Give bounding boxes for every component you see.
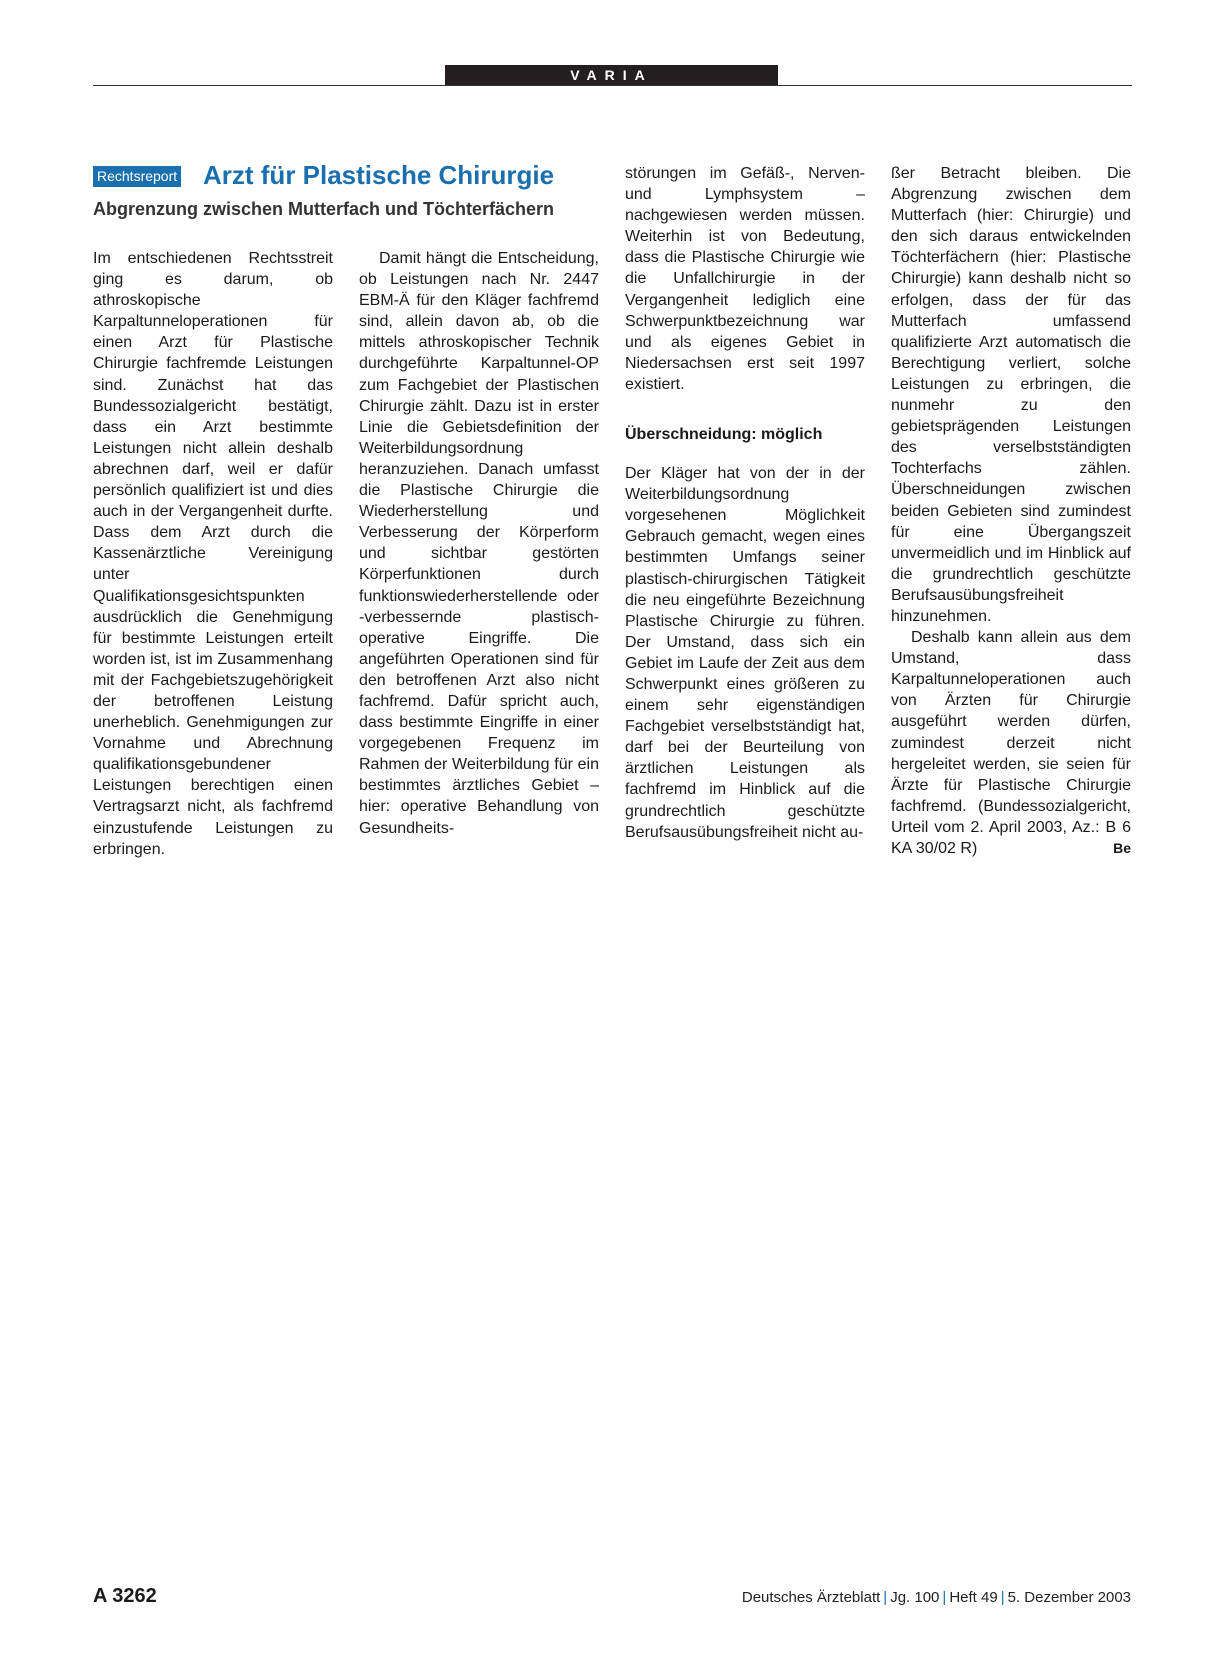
column-4 (891, 163, 1131, 859)
paragraph: störungen im Gefäß-, Nerven- und Lymphsystem – nachgewiesen werden müssen. Weiterhin ist von Bedeutung, dass die Plastische Chirurgie wie die Unfallchirurgie in der Vergangenheit lediglich eine Schwerpunktbezeichnung war und als eigenes Gebiet in Niedersachsen erst seit 1997 existiert. (625, 165, 865, 393)
paragraph: ßer Betracht bleiben. Die Abgrenzung zwischen dem Mutterfach (hier: Chirurgie) und den sich daraus entwickelnden Töchterfächern (hier: Plastische Chirurgie) kann deshalb nicht so erfolgen, dass der für das Mutterfach umfassend qualifizierte Arzt automatisch die Berechtigung verliert, solche Leistungen zu erbringen, die nunmehr zu den gebietsprägenden Leistungen des verselbstständigten Tochterfachs zählen. Überschneidungen zwischen beiden Gebieten sind zumindest für eine Übergangszeit unvermeidlich und im Hinblick auf die grundrechtlich geschützte Berufsausübungsfreiheit hinzunehmen. (891, 165, 1131, 625)
paragraph: Der Kläger hat von der in der Weiterbildungsordnung vorgesehenen Möglichkeit Gebrauch gemacht, wegen eines bestimmten Umfangs seiner plastisch-chirurgischen Tätigkeit die neu eingeführte Bezeichnung Plastische Chirurgie zu führen. Der Umstand, dass sich ein Gebiet im Laufe der Zeit aus dem Schwerpunkt eines größeren zu einem sehr eigenständigen Fachgebiet verselbstständigt hat, darf bei der Beurteilung von ärztlichen Leistungen als fachfremd im Hinblick auf die grundrechtlich geschützte Berufsausübungsfreiheit nicht au- (625, 465, 865, 841)
column-3 (625, 163, 865, 843)
journal-name: Deutsches Ärzteblatt (741, 1589, 881, 1606)
paragraph-with-signature (891, 627, 1131, 859)
header-rule (93, 85, 1132, 86)
paragraph: Im entschiedenen Rechtsstreit ging es darum, ob athroskopische Karpaltunneloperationen für einen Arzt für Plastische Chirurgie fachfremde Leistungen sind. Zunächst hat das Bundessozialgericht bestätigt, dass ein Arzt bestimmte Leistungen nicht allein deshalb abrechnen darf, weil er dafür persönlich qualifiziert ist und dies auch in der Vergangenheit durfte. Dass dem Arzt durch die Kassenärztliche Vereinigung unter Qualifikationsgesichtspunkten ausdrücklich die Genehmigung für bestimmte Leistungen erteilt worden ist, ist im Zusammenhang mit der Fachgebietszugehörigkeit der betroffenen Leistung unerheblich. Genehmigungen zur Vornahme und Abrechnung qualifikationsgebundener Leistungen berechtigen einen Vertragsarzt nicht, als fachfremd einzustufende Leistungen zu erbringen. (93, 250, 333, 858)
article-subtitle: Abgrenzung zwischen Mutterfach und Töchterfächern (93, 199, 555, 219)
footer-separator: | (942, 1589, 947, 1606)
journal-date: 5. Dezember 2003 (1007, 1589, 1131, 1606)
journal-footer (742, 1588, 1131, 1608)
author-signature: Be (1113, 840, 1131, 856)
paragraph-text: Deshalb kann allein aus dem Umstand, dass Karpaltunneloperationen auch von Ärzten für Chirurgie ausgeführt werden dürfen, zumindest derzeit nicht hergeleitet werden, sie seien für Ärzte für Plastische Chirurgie fachfremd. (Bundessozialgericht, Urteil vom 2. April 2003, Az.: B 6 KA 30/02 R) (891, 629, 1131, 857)
page-number: A 3262 (93, 1585, 157, 1607)
category-badge: Rechtsreport (93, 166, 181, 187)
section-heading: Überschneidung: möglich (625, 426, 823, 444)
footer-separator: | (883, 1589, 888, 1606)
footer-separator: | (1000, 1589, 1005, 1606)
article-title: Arzt für Plastische Chirurgie (203, 160, 555, 190)
paragraph: Damit hängt die Entscheidung, ob Leistungen nach Nr. 2447 EBM-Ä für den Kläger fachfremd sind, allein davon ab, ob die mittels athroskopischer Technik durchgeführte Karpaltunnel-OP zum Fachgebiet der Plastischen Chirurgie zählt. Dazu ist in erster Linie die Gebietsdefinition der Weiterbildungsordnung heranzuziehen. Danach umfasst die Plastische Chirurgie die Wiederherstellung und Verbesserung der Körperform und sichtbar gestörten Körperfunktionen durch funktionswiederherstellende oder -verbessernde plastisch-operative Eingriffe. Die angeführten Operationen sind für den betroffenen Arzt also nicht fachfremd. Dafür spricht auch, dass bestimmte Eingriffe in einer vorgegebenen Frequenz im Rahmen der Weiterbildung für ein bestimmtes ärztliches Gebiet – hier: operative Behandlung von Gesundheits- (359, 250, 599, 837)
column-1 (93, 248, 333, 860)
journal-volume: Jg. 100 (890, 1589, 940, 1606)
section-header: VARIA (445, 65, 778, 85)
column-2 (359, 248, 599, 839)
journal-issue: Heft 49 (949, 1589, 998, 1606)
